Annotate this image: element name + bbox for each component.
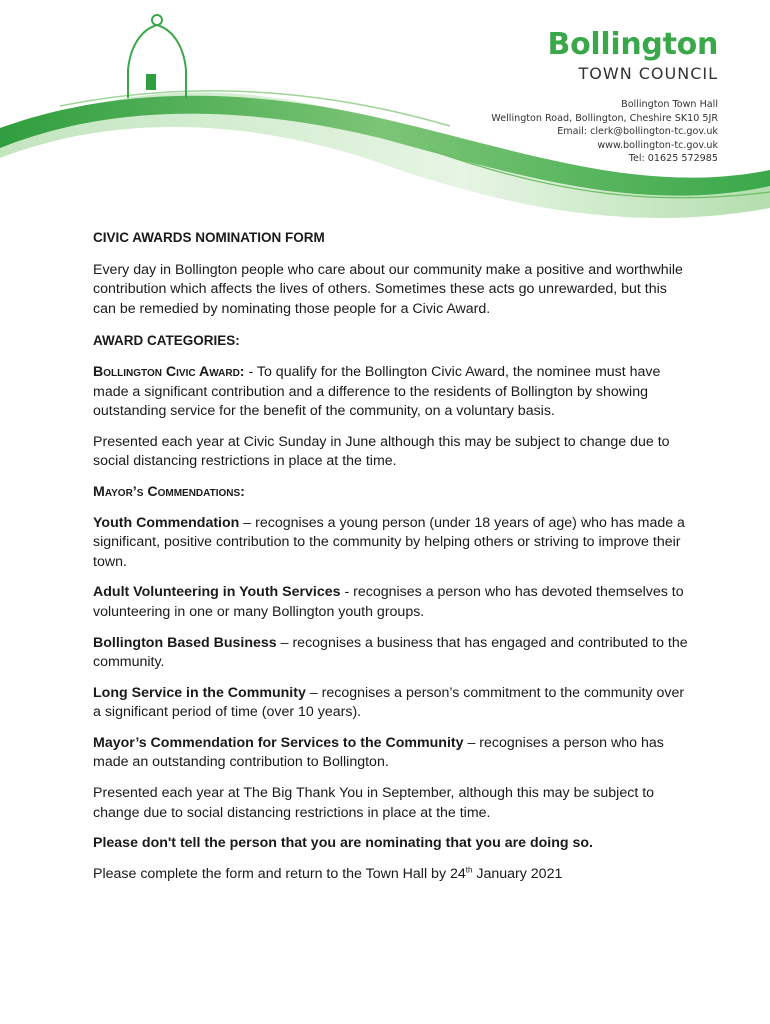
address-line-street: Wellington Road, Bollington, Cheshire SK10 5JR [491, 112, 718, 124]
brand-name: Bollington [547, 27, 718, 62]
commendation-long-service [93, 684, 693, 723]
closing-superscript: th [465, 865, 473, 875]
award-categories-heading: AWARD CATEGORIES: [93, 333, 240, 349]
commendation-name: Mayor’s Commendation for Services to the Community [93, 734, 464, 751]
address-line-tel: Tel: 01625 572985 [628, 153, 718, 164]
commendation-business [93, 634, 693, 673]
warning-paragraph [93, 834, 693, 854]
civic-presented-paragraph: Presented each year at Civic Sunday in June although this may be subject to change due to social distancing restrictions in place at the time. [93, 433, 670, 470]
closing-text: Please complete the form and return to the Town Hall by 24 [93, 865, 466, 882]
brand-block [548, 28, 718, 84]
closing-paragraph [93, 865, 693, 885]
commendation-youth [93, 514, 693, 573]
commendation-text: – recognises a person’s commitment to the community over a significant period of time (over 10 years). [93, 684, 685, 721]
commendation-text: – recognises a person who has made an outstanding contribution to Bollington. [93, 734, 664, 771]
commendation-name: Bollington Based Business [93, 634, 277, 651]
civic-award-label: Bollington Civic Award: [93, 363, 245, 380]
intro-paragraph: Every day in Bollington people who care about our community make a positive and worthwhile contribution which affects the lives of others. Sometimes these acts go unrewarded, but this can be remedied by nominating those people for a Civic Award. [93, 261, 683, 317]
warning-text: Please don't tell the person that you are nominating that you are doing so. [93, 835, 593, 852]
address-block [491, 98, 718, 166]
mayors-commendations-heading [93, 483, 693, 503]
document-body [93, 228, 693, 895]
commendation-name: Long Service in the Community [93, 684, 306, 701]
commendation-text: – recognises a young person (under 18 years of age) who has made a significant, positive contribution to the community by helping others or striving to improve their town. [93, 514, 685, 570]
commendation-text: - recognises a person who has devoted themselves to volunteering in one or many Bollington youth groups. [93, 584, 684, 620]
door-icon [146, 74, 156, 90]
commendation-text: – recognises a business that has engaged and contributed to the community. [93, 634, 688, 671]
bell-dome-icon [128, 15, 186, 98]
civic-award-paragraph [93, 363, 693, 422]
closing-date-end: January 2021 [472, 865, 563, 882]
mayors-heading-label: Mayor’s Commendations: [93, 483, 245, 500]
address-line-hall: Bollington Town Hall [621, 99, 718, 110]
address-line-email: Email: clerk@bollington-tc.gov.uk [557, 126, 718, 137]
mayors-presented-paragraph: Presented each year at The Big Thank You in September, although this may be subject to change due to social distancing restrictions in place at the time. [93, 785, 655, 821]
commendation-name: Adult Volunteering in Youth Services [93, 584, 341, 601]
brand-subtitle: TOWN COUNCIL [578, 64, 718, 83]
commendation-name: Youth Commendation [93, 514, 240, 531]
address-line-web: www.bollington-tc.gov.uk [597, 139, 718, 151]
form-title: CIVIC AWARDS NOMINATION FORM [93, 230, 325, 245]
commendation-adult-volunteering [93, 583, 693, 622]
civic-award-text: - To qualify for the Bollington Civic Award, the nominee must have made a significant contribution and a difference to the residents of Bollington by showing outstanding service for the benefit of the community, on a voluntary basis. [93, 363, 661, 420]
commendation-mayors-services [93, 734, 693, 773]
